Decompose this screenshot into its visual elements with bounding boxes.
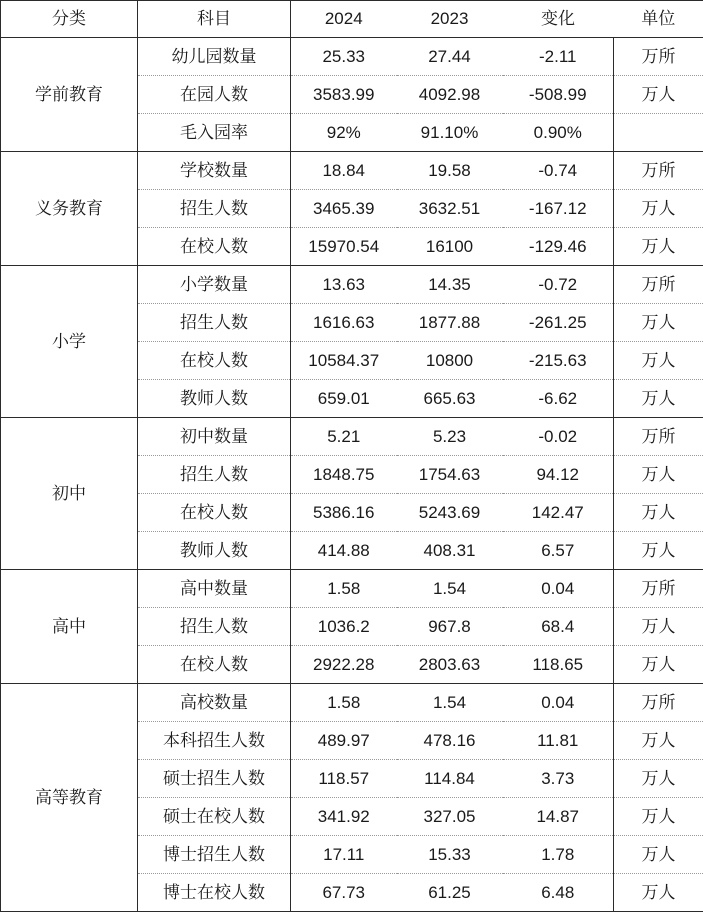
cell-change: 68.4 xyxy=(503,608,614,646)
cell-2023: 408.31 xyxy=(397,532,503,570)
cell-subject: 高中数量 xyxy=(138,570,291,608)
cell-subject: 毛入园率 xyxy=(138,114,291,152)
cell-change: 11.81 xyxy=(503,722,614,760)
cell-category: 义务教育 xyxy=(1,152,138,266)
cell-category: 高中 xyxy=(1,570,138,684)
cell-unit: 万所 xyxy=(614,38,703,76)
cell-subject: 招生人数 xyxy=(138,456,291,494)
cell-change: 6.48 xyxy=(503,874,614,912)
cell-unit: 万人 xyxy=(614,76,703,114)
cell-2023: 14.35 xyxy=(397,266,503,304)
table-row xyxy=(1,684,703,722)
cell-category: 高等教育 xyxy=(1,684,138,912)
cell-2023: 5.23 xyxy=(397,418,503,456)
cell-category: 小学 xyxy=(1,266,138,418)
table-header-row xyxy=(1,1,703,38)
cell-change: -0.02 xyxy=(503,418,614,456)
column-header-2023: 2023 xyxy=(397,1,503,38)
table-row xyxy=(1,38,703,76)
cell-unit: 万人 xyxy=(614,760,703,798)
cell-unit: 万人 xyxy=(614,380,703,418)
cell-2023: 15.33 xyxy=(397,836,503,874)
cell-unit: 万所 xyxy=(614,152,703,190)
cell-subject: 招生人数 xyxy=(138,190,291,228)
cell-unit: 万人 xyxy=(614,836,703,874)
cell-2024: 15970.54 xyxy=(291,228,397,266)
cell-subject: 高校数量 xyxy=(138,684,291,722)
cell-change: 0.90% xyxy=(503,114,614,152)
cell-unit: 万人 xyxy=(614,494,703,532)
cell-2024: 1.58 xyxy=(291,570,397,608)
cell-2024: 659.01 xyxy=(291,380,397,418)
cell-unit: 万人 xyxy=(614,798,703,836)
cell-2024: 414.88 xyxy=(291,532,397,570)
cell-2023: 91.10% xyxy=(397,114,503,152)
cell-2023: 4092.98 xyxy=(397,76,503,114)
cell-change: -167.12 xyxy=(503,190,614,228)
cell-subject: 幼儿园数量 xyxy=(138,38,291,76)
cell-2023: 2803.63 xyxy=(397,646,503,684)
cell-2024: 3583.99 xyxy=(291,76,397,114)
cell-2023: 3632.51 xyxy=(397,190,503,228)
cell-change: -0.72 xyxy=(503,266,614,304)
cell-2023: 665.63 xyxy=(397,380,503,418)
cell-subject: 教师人数 xyxy=(138,532,291,570)
cell-2023: 19.58 xyxy=(397,152,503,190)
cell-2024: 92% xyxy=(291,114,397,152)
cell-2023: 1.54 xyxy=(397,684,503,722)
cell-category: 学前教育 xyxy=(1,38,138,152)
cell-unit: 万人 xyxy=(614,608,703,646)
cell-2024: 13.63 xyxy=(291,266,397,304)
cell-change: -261.25 xyxy=(503,304,614,342)
cell-2023: 114.84 xyxy=(397,760,503,798)
cell-unit: 万人 xyxy=(614,456,703,494)
cell-2024: 1848.75 xyxy=(291,456,397,494)
table-header xyxy=(1,1,703,38)
cell-subject: 本科招生人数 xyxy=(138,722,291,760)
cell-subject: 初中数量 xyxy=(138,418,291,456)
cell-unit: 万人 xyxy=(614,874,703,912)
cell-change: 118.65 xyxy=(503,646,614,684)
column-header-category: 分类 xyxy=(1,1,138,38)
cell-2024: 1036.2 xyxy=(291,608,397,646)
cell-2023: 327.05 xyxy=(397,798,503,836)
cell-unit: 万所 xyxy=(614,266,703,304)
cell-change: 3.73 xyxy=(503,760,614,798)
cell-2023: 5243.69 xyxy=(397,494,503,532)
cell-subject: 教师人数 xyxy=(138,380,291,418)
column-header-change: 变化 xyxy=(503,1,614,38)
cell-unit: 万人 xyxy=(614,722,703,760)
column-header-subject: 科目 xyxy=(138,1,291,38)
cell-unit: 万人 xyxy=(614,646,703,684)
cell-2024: 341.92 xyxy=(291,798,397,836)
cell-subject: 博士在校人数 xyxy=(138,874,291,912)
cell-change: 94.12 xyxy=(503,456,614,494)
cell-2023: 1.54 xyxy=(397,570,503,608)
cell-2024: 2922.28 xyxy=(291,646,397,684)
cell-change: 0.04 xyxy=(503,570,614,608)
cell-subject: 学校数量 xyxy=(138,152,291,190)
cell-change: 1.78 xyxy=(503,836,614,874)
cell-category: 初中 xyxy=(1,418,138,570)
cell-2023: 1877.88 xyxy=(397,304,503,342)
cell-change: 142.47 xyxy=(503,494,614,532)
cell-2024: 17.11 xyxy=(291,836,397,874)
cell-unit: 万所 xyxy=(614,570,703,608)
cell-2024: 5.21 xyxy=(291,418,397,456)
cell-change: 6.57 xyxy=(503,532,614,570)
cell-unit: 万人 xyxy=(614,228,703,266)
table-row xyxy=(1,266,703,304)
cell-2023: 1754.63 xyxy=(397,456,503,494)
table-row xyxy=(1,418,703,456)
table-body xyxy=(1,38,703,912)
cell-subject: 博士招生人数 xyxy=(138,836,291,874)
cell-subject: 硕士招生人数 xyxy=(138,760,291,798)
cell-change: -508.99 xyxy=(503,76,614,114)
cell-subject: 硕士在校人数 xyxy=(138,798,291,836)
cell-2024: 118.57 xyxy=(291,760,397,798)
cell-unit: 万所 xyxy=(614,418,703,456)
cell-2023: 967.8 xyxy=(397,608,503,646)
cell-2024: 25.33 xyxy=(291,38,397,76)
cell-2024: 5386.16 xyxy=(291,494,397,532)
cell-2024: 67.73 xyxy=(291,874,397,912)
cell-2024: 489.97 xyxy=(291,722,397,760)
cell-2024: 1.58 xyxy=(291,684,397,722)
cell-change: 14.87 xyxy=(503,798,614,836)
cell-unit: 万所 xyxy=(614,684,703,722)
cell-2024: 10584.37 xyxy=(291,342,397,380)
cell-change: -215.63 xyxy=(503,342,614,380)
cell-change: -2.11 xyxy=(503,38,614,76)
cell-2023: 27.44 xyxy=(397,38,503,76)
cell-unit xyxy=(614,114,703,152)
cell-change: 0.04 xyxy=(503,684,614,722)
cell-change: -6.62 xyxy=(503,380,614,418)
cell-2024: 3465.39 xyxy=(291,190,397,228)
cell-subject: 在校人数 xyxy=(138,342,291,380)
cell-unit: 万人 xyxy=(614,342,703,380)
cell-2023: 61.25 xyxy=(397,874,503,912)
cell-subject: 在校人数 xyxy=(138,228,291,266)
cell-2023: 478.16 xyxy=(397,722,503,760)
table-row xyxy=(1,152,703,190)
table-row xyxy=(1,570,703,608)
cell-2024: 1616.63 xyxy=(291,304,397,342)
column-header-unit: 单位 xyxy=(614,1,703,38)
column-header-2024: 2024 xyxy=(291,1,397,38)
cell-unit: 万人 xyxy=(614,190,703,228)
cell-subject: 在校人数 xyxy=(138,646,291,684)
cell-subject: 招生人数 xyxy=(138,608,291,646)
cell-2024: 18.84 xyxy=(291,152,397,190)
cell-subject: 在校人数 xyxy=(138,494,291,532)
cell-subject: 小学数量 xyxy=(138,266,291,304)
cell-subject: 招生人数 xyxy=(138,304,291,342)
cell-subject: 在园人数 xyxy=(138,76,291,114)
cell-2023: 16100 xyxy=(397,228,503,266)
cell-change: -0.74 xyxy=(503,152,614,190)
cell-unit: 万人 xyxy=(614,532,703,570)
cell-change: -129.46 xyxy=(503,228,614,266)
cell-2023: 10800 xyxy=(397,342,503,380)
cell-unit: 万人 xyxy=(614,304,703,342)
